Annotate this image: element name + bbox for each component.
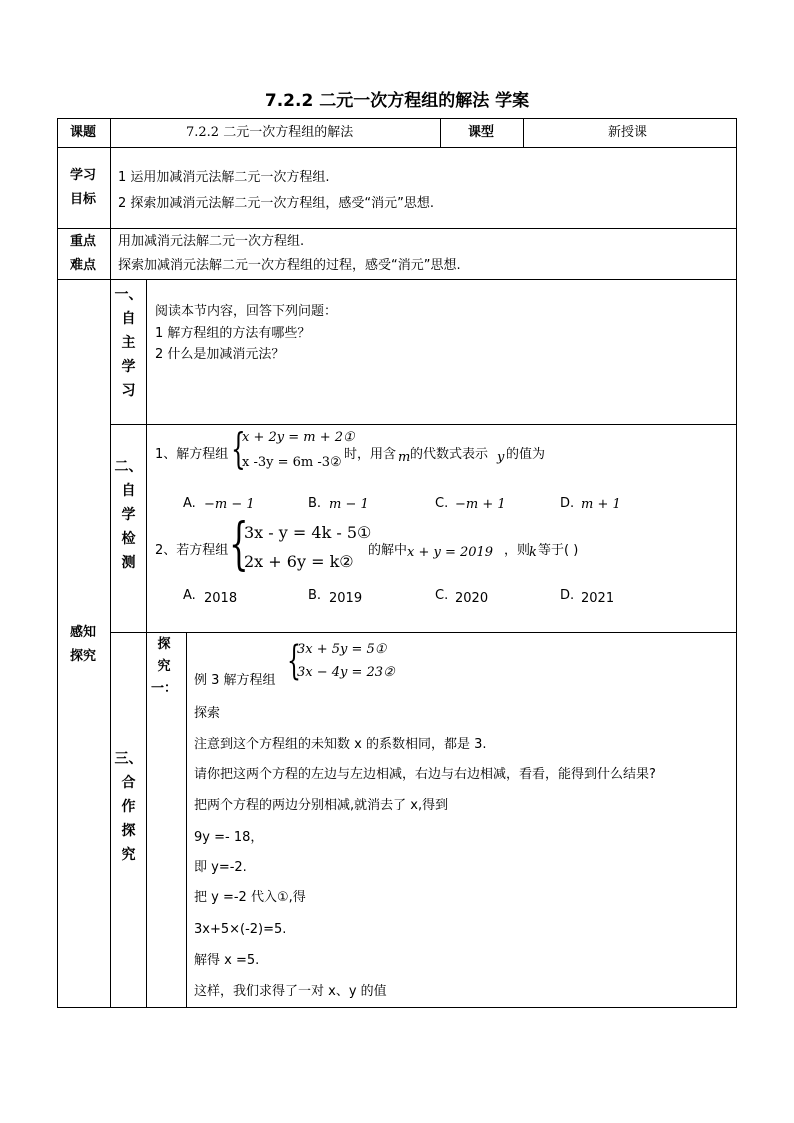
cooperation-line-5: 9y =- 18，	[194, 830, 264, 845]
cooperation-sublabel: 探 究 一：	[150, 637, 177, 696]
q2-option-d-letter: D.	[560, 588, 575, 603]
q1-suffix-c: 的值为	[506, 447, 546, 462]
course-label: 课题	[70, 125, 97, 140]
type-label: 课型	[468, 125, 495, 140]
q2-option-c-value: 2020	[455, 591, 489, 606]
self-study-line-2: 1 解方程组的方法有哪些？	[155, 326, 311, 341]
self-study-line-3: 2 什么是加减消元法？	[155, 347, 285, 362]
example-prefix: 例 3 解方程组	[194, 673, 276, 688]
q1-option-c-value: −m + 1	[455, 497, 506, 512]
explore-label-2: 探究	[70, 649, 97, 664]
goal-item-1: 1 运用加减消元法解二元一次方程组.	[118, 170, 330, 185]
q1-eq2: x -3y = 6m -3②	[242, 455, 342, 470]
q2-option-d-value: 2021	[581, 591, 615, 606]
keypoint-item-1: 用加减消元法解二元一次方程组.	[118, 234, 305, 249]
q2-option-b-letter: B.	[308, 588, 322, 603]
q1-prefix: 1、解方程组	[155, 447, 229, 462]
q1-var-m: m	[398, 450, 411, 465]
q1-var-y: y	[497, 450, 505, 465]
self-check-label: 二、 自 学 检 测	[114, 459, 143, 571]
type-value: 新授课	[608, 125, 648, 140]
goals-label-cell	[57, 147, 111, 229]
q2-suffix-a: 的解中	[368, 543, 408, 558]
cooperation-label: 三、 合 作 探 究	[114, 751, 143, 863]
cooperation-line-1: 探索	[194, 706, 221, 721]
q1-option-d-value: m + 1	[581, 497, 621, 512]
q2-condition: x + y = 2019	[407, 545, 494, 560]
q1-option-a-letter: A.	[183, 496, 196, 511]
explore-label-1: 感知	[70, 625, 97, 640]
keypoint-item-2: 探索加减消元法解二元一次方程组的过程，感受“消元”思想.	[118, 258, 461, 273]
cooperation-line-9: 解得 x =5.	[194, 953, 260, 968]
q1-eq1: x + 2y = m + 2①	[242, 430, 355, 445]
keypoints-label-1: 重点	[70, 234, 97, 249]
cooperation-line-7: 把 y =-2 代入①,得	[194, 890, 306, 905]
q2-brace: {	[229, 512, 249, 577]
page-title: 7.2.2 二元一次方程组的解法 学案	[264, 91, 530, 111]
example-eq1: 3x + 5y = 5①	[297, 642, 387, 657]
cooperation-line-8: 3x+5×(-2)=5.	[194, 922, 287, 937]
q2-option-a-letter: A.	[183, 588, 196, 603]
example-brace: {	[287, 638, 301, 684]
q1-suffix-b: 的代数式表示	[410, 447, 489, 462]
cooperation-line-3: 请你把这两个方程的左边与左边相减，右边与右边相减，看看，能得到什么结果?	[194, 767, 656, 782]
q2-suffix-c: 等于( )	[538, 543, 579, 558]
cooperation-line-10: 这样，我们求得了一对 x、y 的值	[194, 984, 387, 999]
q2-var-k: k	[529, 545, 537, 560]
q2-suffix-b: ，则	[504, 543, 531, 558]
goal-item-2: 2 探索加减消元法解二元一次方程组，感受“消元”思想.	[118, 196, 435, 211]
q2-eq1: 3x - y = 4k - 5①	[244, 523, 372, 542]
q2-option-c-letter: C.	[435, 588, 449, 603]
q1-option-a-value: −m − 1	[204, 497, 255, 512]
keypoints-label-2: 难点	[70, 258, 97, 273]
cooperation-line-6: 即 y=-2.	[194, 860, 247, 875]
goals-label-2: 目标	[70, 192, 97, 207]
cooperation-line-4: 把两个方程的两边分别相减,就消去了 x,得到	[194, 798, 449, 813]
goals-label-1: 学习	[70, 168, 97, 183]
q1-option-b-letter: B.	[308, 496, 322, 511]
q1-suffix-a: 时，用含	[344, 447, 397, 462]
q2-option-b-value: 2019	[329, 591, 363, 606]
q1-option-d-letter: D.	[560, 496, 575, 511]
q1-option-b-value: m − 1	[329, 497, 369, 512]
q2-eq2: 2x + 6y = k②	[244, 552, 354, 571]
q2-prefix: 2、若方程组	[155, 543, 229, 558]
q1-brace: {	[231, 424, 246, 473]
course-value: 7.2.2 二元一次方程组的解法	[186, 125, 354, 140]
q2-option-a-value: 2018	[204, 591, 238, 606]
cooperation-line-2: 注意到这个方程组的未知数 x 的系数相同，都是 3.	[194, 737, 487, 752]
self-study-line-1: 阅读本节内容，回答下列问题：	[155, 304, 338, 319]
example-eq2: 3x − 4y = 23②	[297, 665, 395, 680]
self-study-label: 一、 自 主 学 习	[114, 287, 143, 399]
q1-option-c-letter: C.	[435, 496, 449, 511]
goals-content-cell	[110, 147, 737, 229]
explore-label-cell	[57, 279, 111, 1008]
